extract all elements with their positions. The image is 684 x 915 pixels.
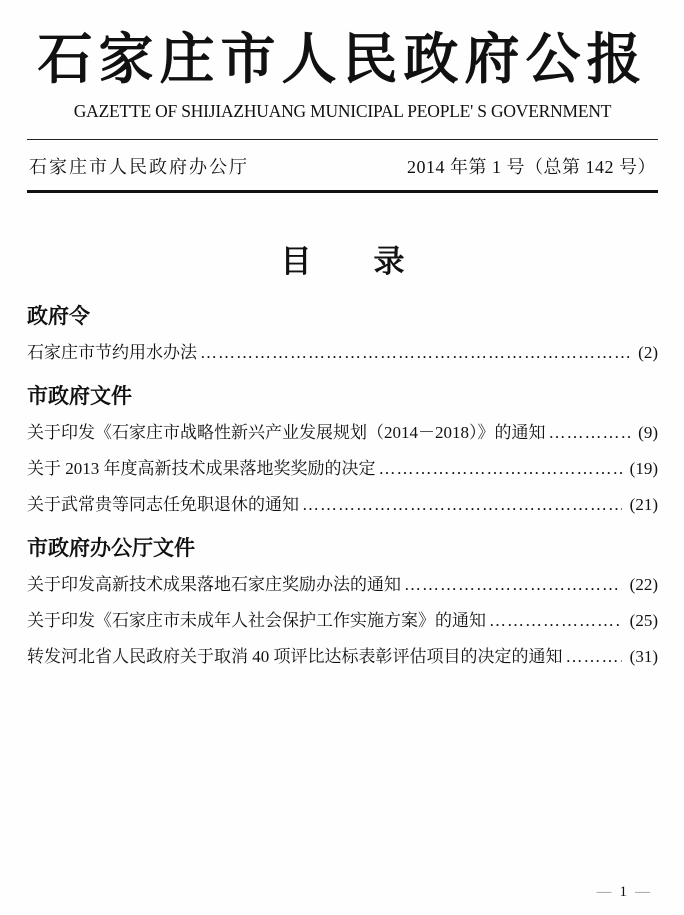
toc-dot-leader [549, 415, 631, 451]
toc-entry-page-number: (9) [638, 422, 658, 442]
toc-entry [27, 415, 658, 451]
toc-entry-page-number: (19) [629, 458, 658, 478]
gazette-subtitle-english: GAZETTE OF SHIJIAZHUANG MUNICIPAL PEOPLE' S GOVERNMENT [73, 100, 612, 121]
toc-entry [27, 335, 658, 371]
toc-heading: 目 录 [280, 243, 405, 280]
toc-section-heading: 政府令 [27, 303, 90, 328]
page-footer [597, 884, 653, 901]
toc-dot-leader [200, 335, 630, 371]
toc-entry-title: 关于 2013 年度高新技术成果落地奖奖励的决定 [27, 458, 376, 478]
toc-entry-title: 关于印发高新技术成果落地石家庄奖励办法的通知 [27, 574, 401, 594]
issuing-office: 石家庄市人民政府办公厅 [29, 156, 249, 177]
toc-entry [27, 567, 658, 603]
toc-entry-title: 转发河北省人民政府关于取消 40 项评比达标表彰评估项目的决定的通知 [27, 646, 563, 666]
toc-dot-leader [566, 639, 622, 675]
toc-entry [27, 451, 658, 487]
toc-entry-page-number: (31) [629, 646, 658, 666]
footer-page-number: 1 [619, 884, 629, 900]
toc-entry [27, 487, 658, 523]
footer-dash-right: — [635, 884, 652, 900]
toc-entry [27, 639, 658, 675]
gazette-title: 石家庄市人民政府公报 [37, 29, 648, 90]
toc-list [27, 301, 658, 675]
toc-entry-title: 石家庄市节约用水办法 [27, 342, 197, 362]
issue-row [27, 140, 658, 190]
toc-entry-page-number: (25) [629, 610, 658, 630]
toc-dot-leader [404, 567, 622, 603]
toc-entry-title: 关于印发《石家庄市未成年人社会保护工作实施方案》的通知 [27, 610, 486, 630]
toc-dot-leader [489, 603, 622, 639]
toc-entry-page-number: (2) [638, 342, 658, 362]
masthead [27, 0, 658, 122]
footer-dash-left: — [596, 884, 614, 900]
toc-entry-page-number: (22) [629, 574, 658, 594]
toc-entry [27, 603, 658, 639]
header-rule-bottom [27, 190, 658, 193]
toc-dot-leader [302, 487, 622, 523]
toc-entry-title: 关于武常贵等同志任免职退休的通知 [27, 494, 299, 514]
toc-dot-leader [379, 451, 622, 487]
toc-section-heading: 市政府办公厅文件 [27, 535, 195, 560]
issue-number: 2014 年第 1 号（总第 142 号） [407, 156, 656, 177]
toc-section-heading: 市政府文件 [27, 383, 132, 408]
toc-entry-title: 关于印发《石家庄市战略性新兴产业发展规划（2014－2018）》的通知 [27, 422, 546, 442]
toc-entry-page-number: (21) [629, 494, 658, 514]
